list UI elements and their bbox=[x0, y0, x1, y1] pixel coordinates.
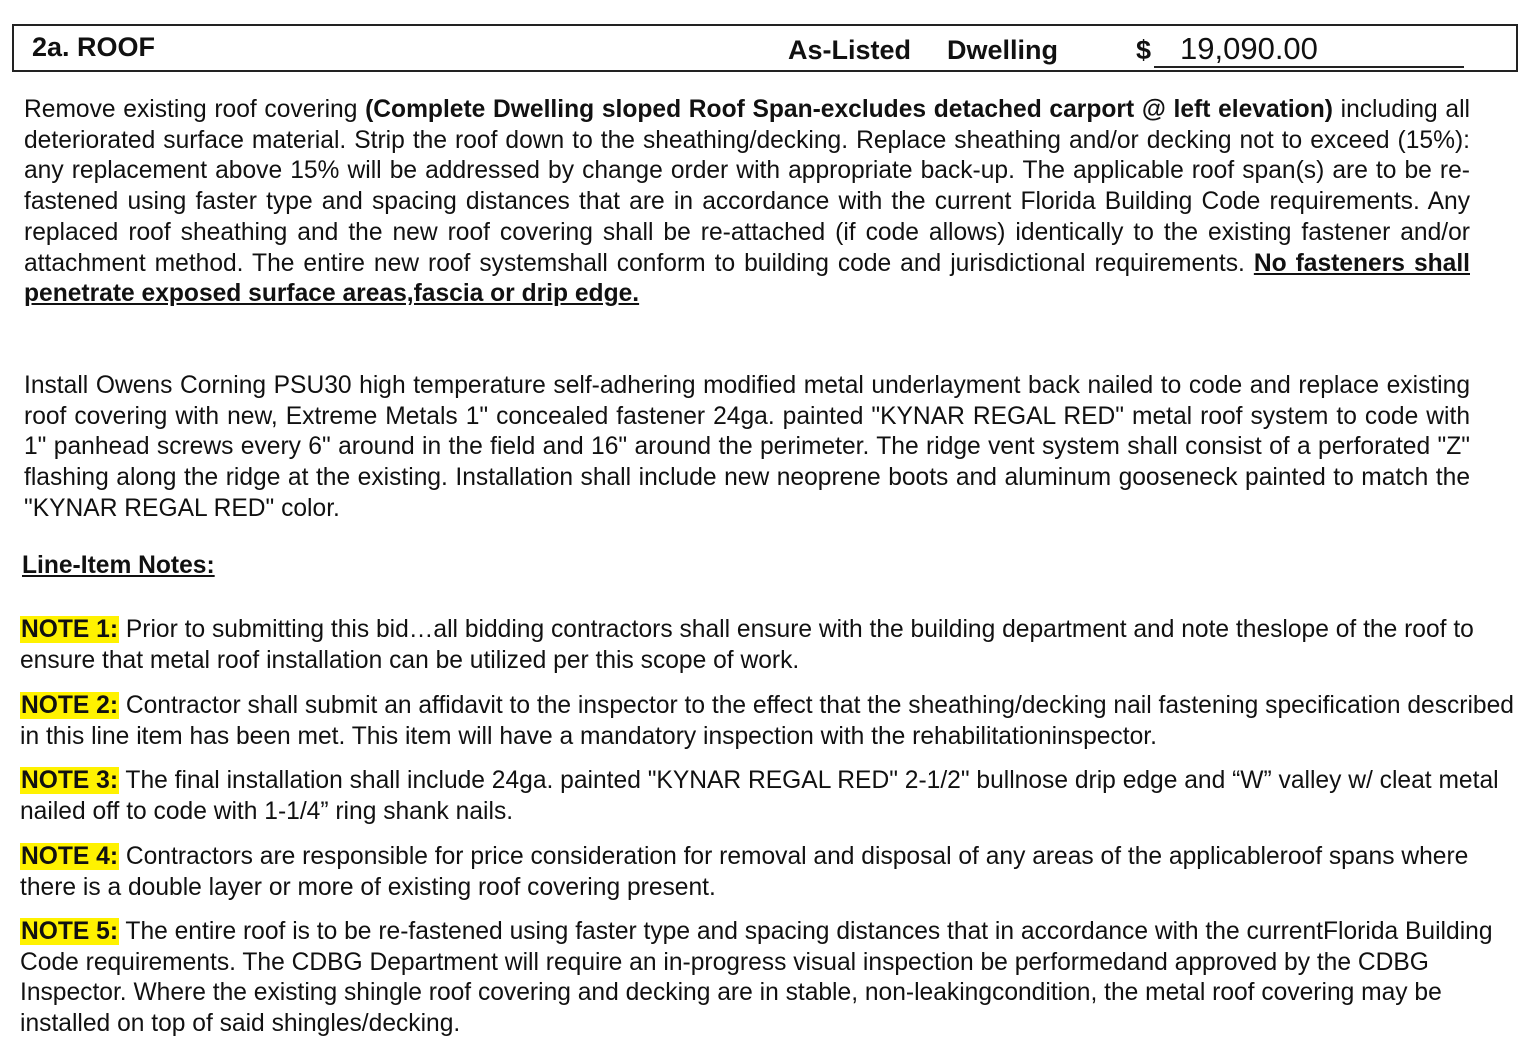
section-header bbox=[12, 24, 1518, 72]
scope-paragraph-removal bbox=[24, 95, 1470, 310]
as-listed-label: As-Listed bbox=[788, 35, 912, 65]
amount-value: 19,090.00 bbox=[1154, 32, 1464, 68]
note-label: NOTE 1: bbox=[21, 616, 119, 643]
currency-symbol: $ bbox=[1136, 35, 1152, 65]
section-title: 2a. ROOF bbox=[32, 32, 156, 62]
note-label: NOTE 2: bbox=[21, 692, 119, 719]
scope-underlined-warning: No fasteners shall penetrate exposed surface areas,fascia or drip edge. bbox=[24, 249, 1470, 308]
note-label: NOTE 3: bbox=[21, 767, 119, 794]
line-item-notes-heading: Line-Item Notes: bbox=[22, 552, 215, 579]
scope-paragraph-install: Install Owens Corning PSU30 high temperature self-adhering modified metal underlayment back nailed to code and replace existing roof covering with new, Extreme Metals 1" concealed fastener 24ga. painted "KYNAR REGAL RED" metal roof system to code with 1" panhead screws every 6" around in the field and 16" around the perimeter. The ridge vent system shall consist of a perforated "Z" flashing along the ridge at the existing. Installation shall include new neoprene boots and aluminum gooseneck painted to match the "KYNAR REGAL RED" color. bbox=[24, 372, 1470, 522]
note-text: Contractors are responsible for price consideration for removal and disposal of any areas of the applicableroof spans where there is a double layer or more of existing roof covering present. bbox=[20, 843, 1469, 901]
note-label: NOTE 4: bbox=[21, 843, 119, 870]
note-text: The final installation shall include 24ga. painted "KYNAR REGAL RED" 2-1/2" bullnose drip edge and “W” valley w/ cleat metal nailed off to code with 1-1/4” ring shank nails. bbox=[20, 767, 1499, 825]
note-3 bbox=[20, 766, 1514, 827]
note-label: NOTE 5: bbox=[21, 918, 119, 945]
note-text: The entire roof is to be re-fastened using faster type and spacing distances that in accordance with the currentFlorida Building Code requirements. The CDBG Department will require an in-progress visual inspection be performedand approved by the CDBG Inspector. Where the existing shingle roof covering and decking are in stable, non-leakingcondition, the metal roof covering may be installed on top of said shingles/decking. bbox=[20, 918, 1493, 1038]
dwelling-label: Dwelling bbox=[947, 35, 1059, 65]
scope-lead-text: Remove existing roof covering bbox=[24, 96, 366, 123]
note-4 bbox=[20, 842, 1514, 903]
note-text: Prior to submitting this bid…all bidding contractors shall ensure with the building department and note theslope of the roof to ensure that metal roof installation can be utilized per this scope of work. bbox=[20, 616, 1474, 674]
note-1 bbox=[20, 615, 1514, 676]
note-5 bbox=[20, 917, 1514, 1040]
scope-body-text: including all deteriorated surface material. Strip the roof down to the sheathing/decking. Replace sheathing and/or decking not to exceed (15%): any replacement above 15% will be addressed by change order with appropriate back-up. The applicable roof span(s) are to be re-fastened using faster type and spacing distances that are in accordance with the current Florida Building Code requirements. Any replaced roof sheathing and the new roof covering shall be re-attached (if code allows) identically to the existing fastener and/or attachment method. The entire new roof systemshall conform to building code and jurisdictional requirements. bbox=[24, 96, 1470, 277]
note-text: Contractor shall submit an affidavit to the inspector to the effect that the sheathing/decking nail fastening specification described in this line item has been met. This item will have a mandatory inspection with the rehabilitationinspector. bbox=[20, 692, 1514, 750]
scope-bold-text: (Complete Dwelling sloped Roof Span-excludes detached carport @ left elevation) bbox=[365, 96, 1333, 123]
note-2 bbox=[20, 691, 1514, 752]
